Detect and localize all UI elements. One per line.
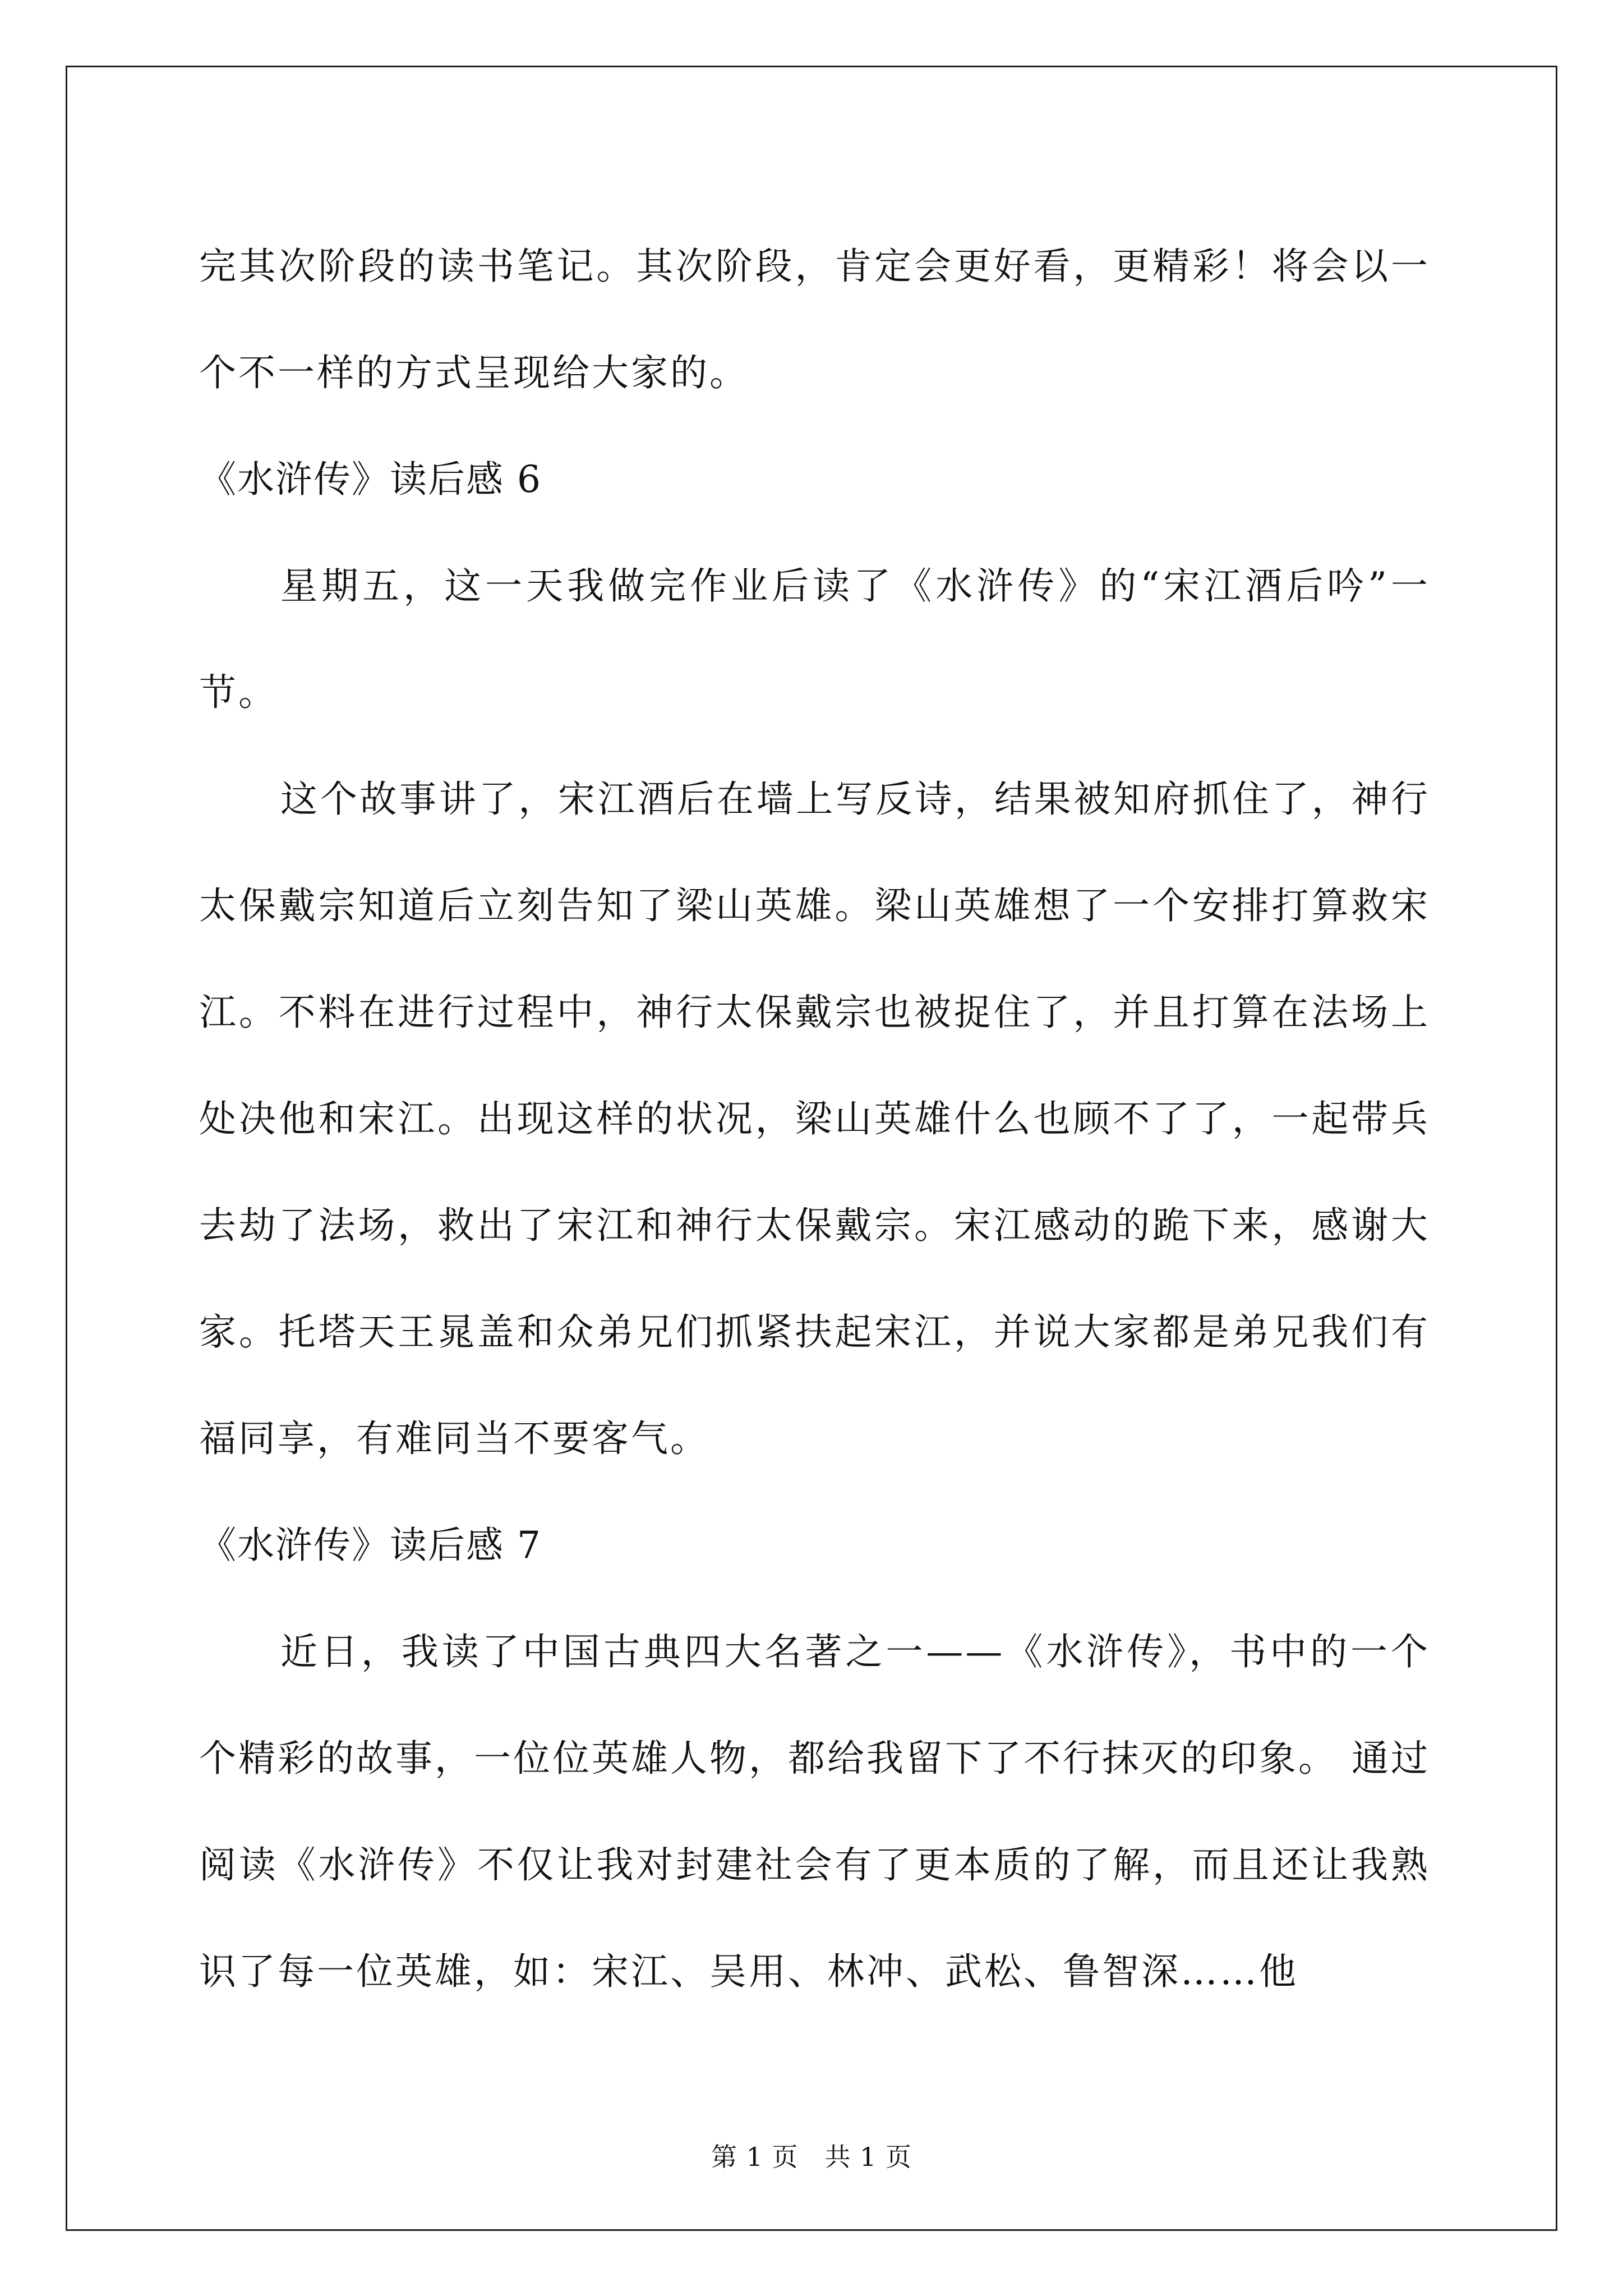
section-heading-7: 《水浒传》读后感 7	[199, 1524, 542, 1567]
paragraph-continuation: 完其次阶段的读书笔记。其次阶段，肯定会更好看，更精彩！将会以一个不一样的方式呈现给大家的。	[199, 245, 1430, 394]
document-body	[199, 213, 1430, 2025]
section-heading-6: 《水浒传》读后感 6	[199, 458, 542, 501]
paragraph-story-summary: 这个故事讲了，宋江酒后在墙上写反诗，结果被知府抓住了，神行太保戴宗知道后立刻告知了梁山英雄。梁山英雄想了一个安排打算救宋江。不料在进行过程中，神行太保戴宗也被捉住了，并且打算在法场上处决他和宋江。出现这样的状况，梁山英雄什么也顾不了了，一起带兵去劫了法场，救出了宋江和神行太保戴宗。宋江感动的跪下来，感谢大家。托塔天王晁盖和众弟兄们抓紧扶起宋江，并说大家都是弟兄我们有福同享，有难同当不要客气。	[199, 777, 1430, 1460]
paragraph-friday-reading: 星期五，这一天我做完作业后读了《水浒传》的“宋江酒后吟”一节。	[199, 564, 1430, 714]
page-footer: 第 1 页 共 1 页	[711, 2142, 912, 2172]
paragraph-recent-reading: 近日，我读了中国古典四大名著之一——《水浒传》，书中的一个个精彩的故事，一位位英雄人物，都给我留下了不行抹灭的印象。 通过阅读《水浒传》不仅让我对封建社会有了更本质的了解，而且还让我熟识了每一位英雄，如：宋江、吴用、林冲、武松、鲁智深……他	[199, 1630, 1430, 1993]
